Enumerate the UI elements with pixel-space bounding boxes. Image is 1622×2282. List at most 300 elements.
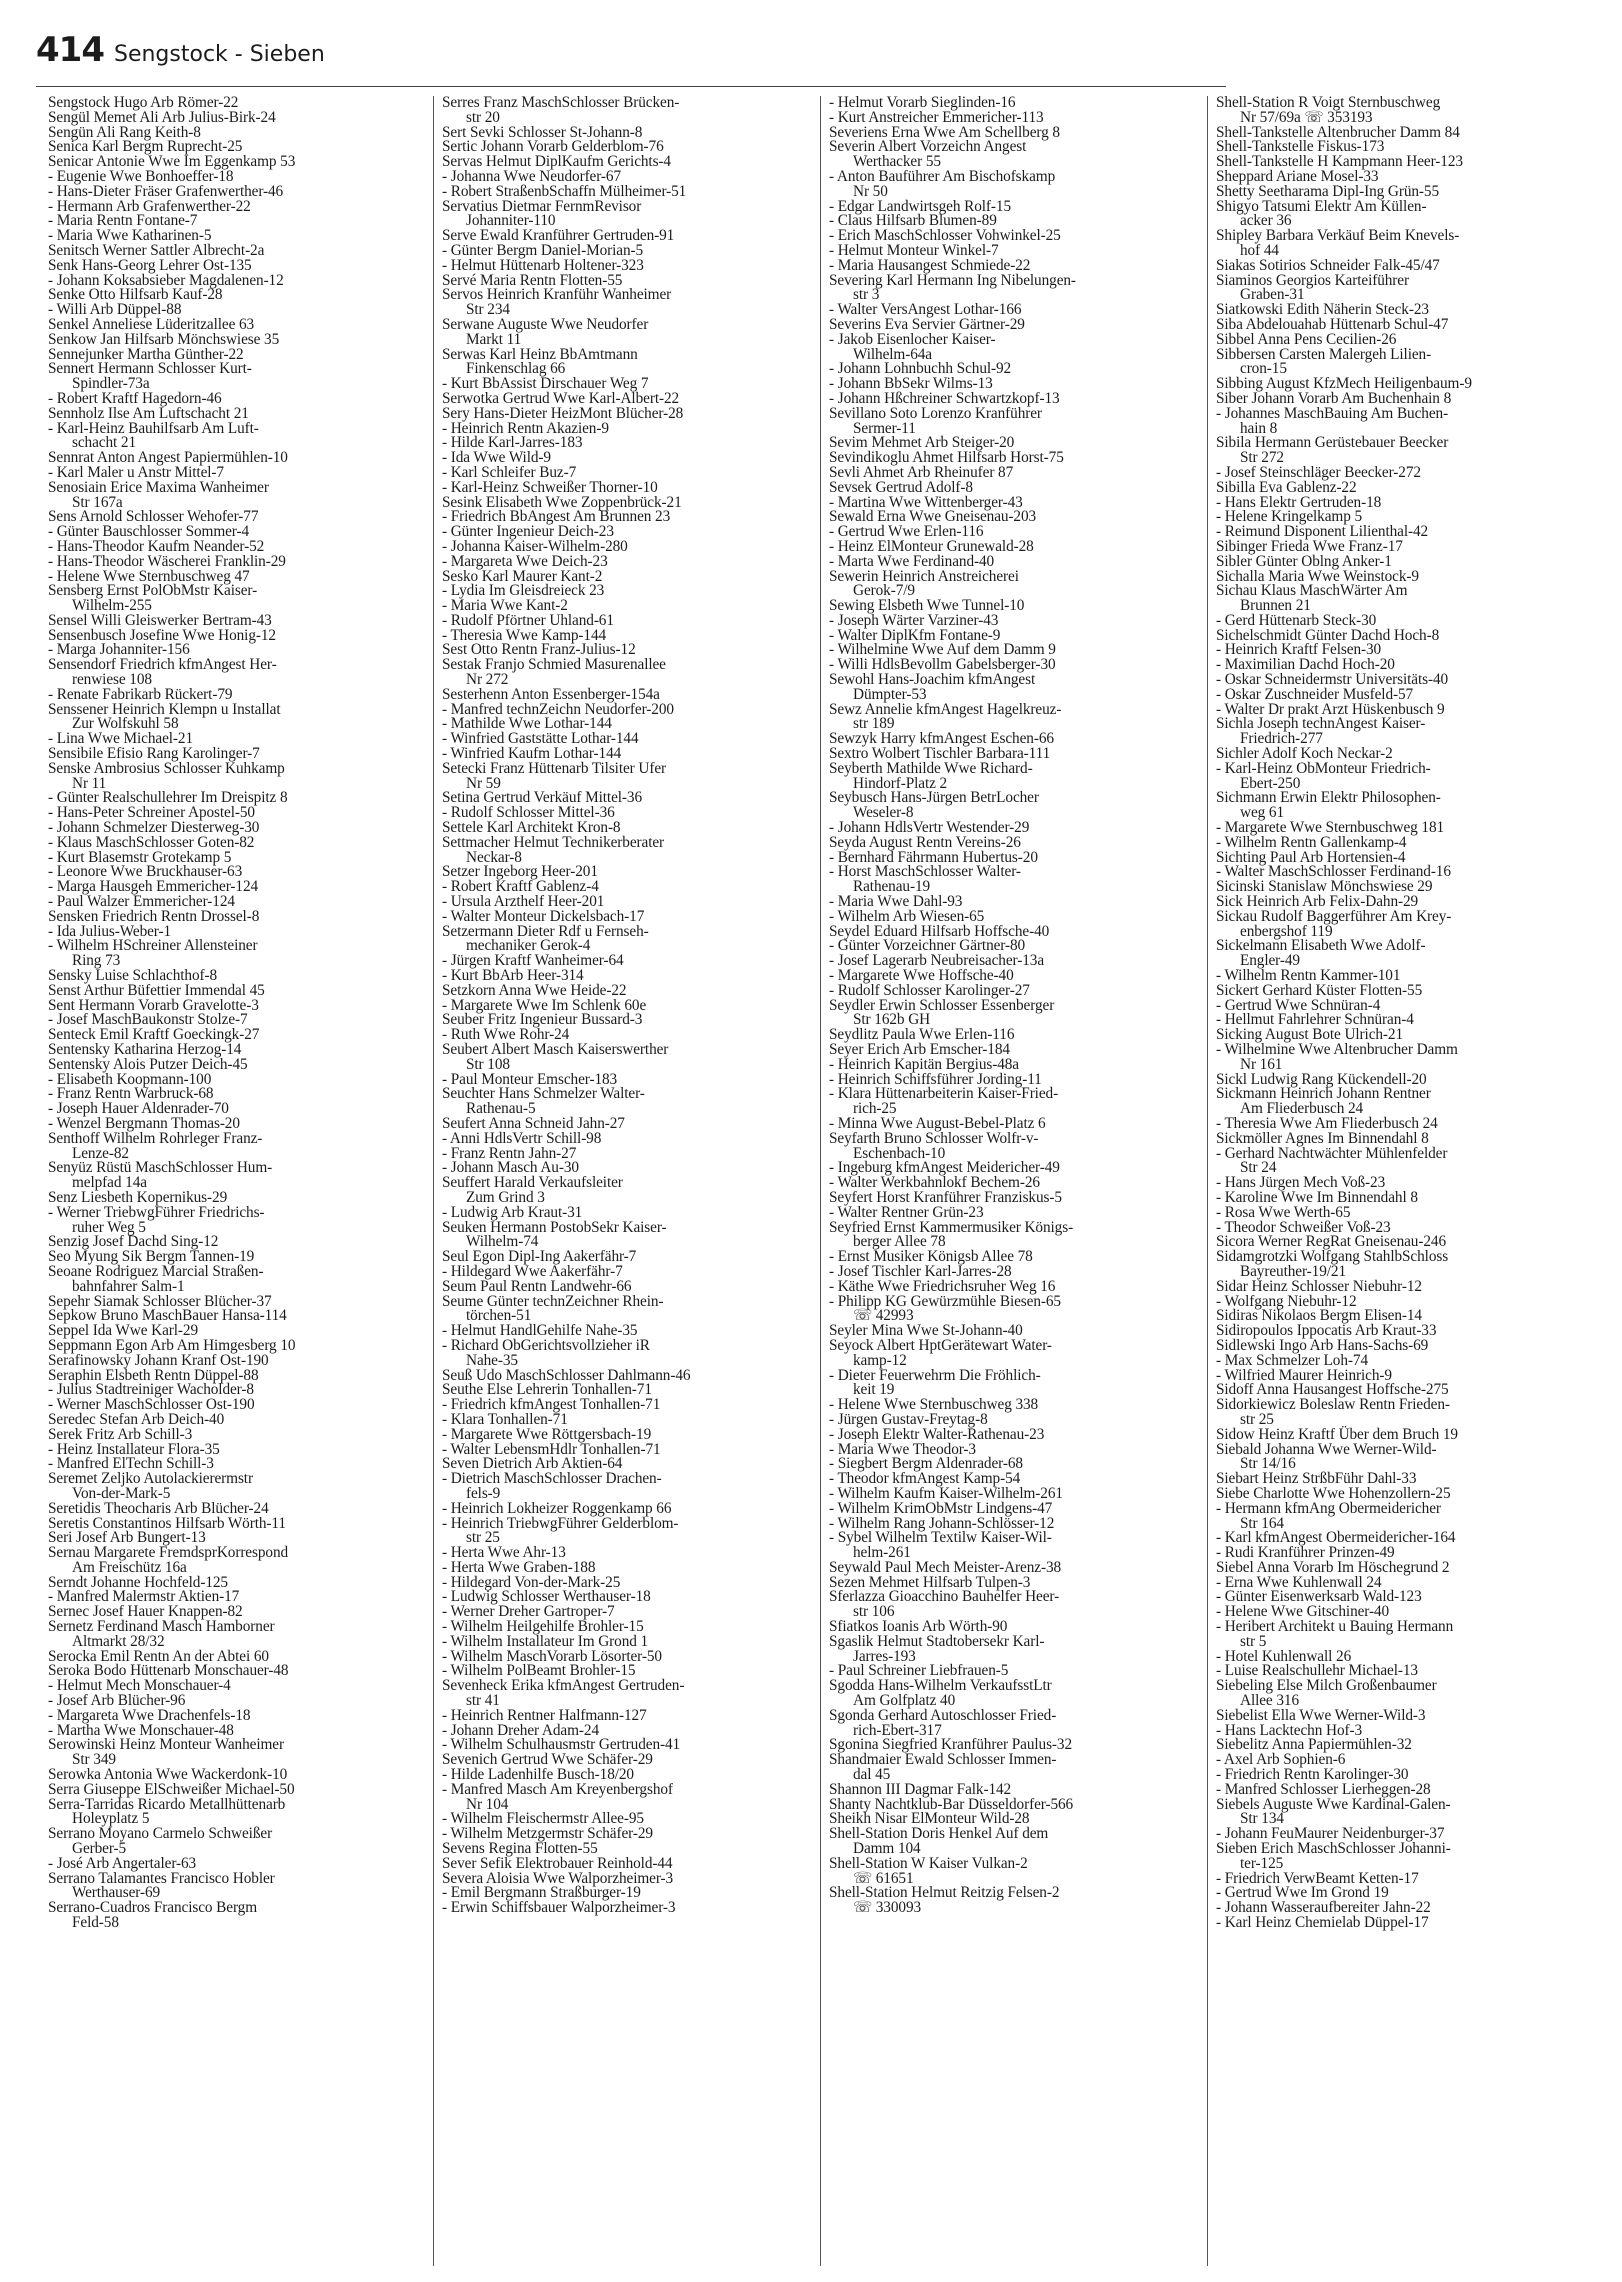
directory-entry: - Wilhelm Metzgermstr Schäfer-29 — [442, 1825, 653, 1843]
directory-entry: - Helene Wwe Gitschiner-40 — [1216, 1603, 1390, 1621]
directory-entry: Sickmann Heinrich Johann Rentner — [1216, 1085, 1431, 1103]
directory-entry: - Wilhelm Schulhausmstr Gertruden-41 — [442, 1736, 681, 1754]
directory-entry: Sicinski Stanislaw Mönchswiese 29 — [1216, 878, 1433, 896]
directory-entry-continuation: Str 272 — [1240, 449, 1284, 467]
directory-entry: - Robert Kraftf Gablenz-4 — [442, 878, 599, 896]
directory-entry-continuation: ter-125 — [1240, 1854, 1284, 1872]
directory-entry: Sichler Adolf Koch Neckar-2 — [1216, 745, 1393, 763]
directory-entry: Sfiatkos Ioanis Arb Wörth-90 — [829, 1618, 1008, 1636]
directory-entry: Sengstock Hugo Arb Römer-22 — [48, 96, 239, 111]
directory-entry: - Johann Lohnbuchh Schul-92 — [829, 360, 1012, 378]
directory-entry: Seyfarth Bruno Schlosser Wolfr-v- — [829, 1129, 1039, 1147]
directory-entry: - Hermann Arb Grafenwerther-22 — [48, 197, 251, 215]
directory-entry: Shanty Nachtklub-Bar Düsseldorfer-566 — [829, 1795, 1074, 1813]
directory-entry: Sidamgrotzki Wolfgang StahlbSchloss — [1216, 1248, 1449, 1266]
directory-entry-continuation: melpfad 14a — [72, 1174, 147, 1192]
directory-entry: - Theresia Wwe Kamp-144 — [442, 626, 607, 644]
directory-entry: Sevindikoglu Ahmet Hilfsarb Horst-75 — [829, 449, 1064, 467]
directory-entry: Setzkorn Anna Wwe Heide-22 — [442, 981, 627, 999]
directory-entry: Serowka Antonia Wwe Wackerdonk-10 — [48, 1766, 288, 1784]
running-head: Sengstock - Sieben — [113, 42, 325, 67]
directory-entry-continuation: helm-261 — [853, 1544, 911, 1562]
directory-entry: Sewohl Hans-Joachim kfmAngest — [829, 671, 1036, 689]
directory-entry: - Robert StraßenbSchaffn Mülheimer-51 — [442, 182, 687, 200]
directory-entry: - Helmut Mech Monschauer-4 — [48, 1677, 231, 1695]
directory-entry: Seretis Constantinos Hilfsarb Wörth-11 — [48, 1514, 286, 1532]
directory-entry: - Helmut HandlGehilfe Nahe-35 — [442, 1322, 638, 1340]
directory-entry: - Wilhelm Kaufm Kaiser-Wilhelm-261 — [829, 1484, 1063, 1502]
directory-entry-continuation: Ring 73 — [72, 952, 121, 970]
directory-entry: - Johann Masch Au-30 — [442, 1159, 579, 1177]
directory-entry: - Maria Wwe Katharinen-5 — [48, 227, 212, 245]
directory-entry-continuation: Dümpter-53 — [853, 685, 927, 703]
directory-entry: Sieben Erich MaschSchlosser Johanni- — [1216, 1840, 1451, 1858]
directory-entry-continuation: Nr 104 — [466, 1795, 509, 1813]
directory-entry: Siber Johann Vorarb Am Buchenhain 8 — [1216, 389, 1452, 407]
directory-entry: Seuken Hermann PostobSekr Kaiser- — [442, 1218, 667, 1236]
directory-entry: - Margareta Wwe Drachenfels-18 — [48, 1706, 251, 1724]
directory-entry: Seri Josef Arb Bungert-13 — [48, 1529, 206, 1547]
column-4 — [1207, 96, 1594, 2266]
directory-entry: Sernec Josef Hauer Knappen-82 — [48, 1603, 243, 1621]
directory-entry: Sickl Ludwig Rang Kückendell-20 — [1216, 1070, 1427, 1088]
directory-entry-continuation: Nr 161 — [1240, 1055, 1283, 1073]
directory-entry: Seven Dietrich Arb Aktien-64 — [442, 1455, 623, 1473]
directory-entry: Sextro Wolbert Tischler Barbara-111 — [829, 745, 1051, 763]
directory-entry: Seraphin Elsbeth Rentn Düppel-88 — [48, 1366, 259, 1384]
directory-entry: - Günter Eisenwerksarb Wald-123 — [1216, 1588, 1422, 1606]
directory-entry: - Gertrud Wwe Erlen-116 — [829, 523, 984, 541]
directory-entry: Sensberg Ernst PolObMstr Kaiser- — [48, 582, 258, 600]
directory-entry: Sent Hermann Vorarb Gravelotte-3 — [48, 996, 259, 1014]
directory-entry: Severiens Erna Wwe Am Schellberg 8 — [829, 123, 1060, 141]
directory-entry: Sevli Ahmet Arb Rheinufer 87 — [829, 463, 1014, 481]
directory-entry-continuation: Str 164 — [1240, 1514, 1284, 1532]
directory-entry: Sevillano Soto Lorenzo Kranführer — [829, 404, 1042, 422]
directory-entry: Shell-Station Doris Henkel Auf dem — [829, 1825, 1049, 1843]
directory-entry: Sery Hans-Dieter HeizMont Blücher-28 — [442, 404, 684, 422]
directory-entry: - Wilhelm Rentn Gallenkamp-4 — [1216, 833, 1407, 851]
directory-entry: Seydlitz Paula Wwe Erlen-116 — [829, 1026, 1015, 1044]
directory-entry: - Richard ObGerichtsvollzieher iR — [442, 1336, 650, 1354]
directory-entry: Sibila Hermann Gerüstebauer Beecker — [1216, 434, 1449, 452]
directory-entry-continuation: acker 36 — [1240, 212, 1292, 230]
directory-entry: - Johann Hßchreiner Schwartzkopf-13 — [829, 389, 1060, 407]
directory-entry: - Erwin Schiffsbauer Walporzheimer-3 — [442, 1899, 676, 1917]
directory-entry: - Wilhelm HSchreiner Allensteiner — [48, 937, 258, 955]
directory-entry: Senz Liesbeth Kopernikus-29 — [48, 1188, 228, 1206]
directory-entry: - Philipp KG Gewürzmühle Biesen-65 — [829, 1292, 1061, 1310]
directory-entry: Sest Otto Rentn Franz-Julius-12 — [442, 641, 636, 659]
directory-entry: - Ludwig Schlosser Werthauser-18 — [442, 1588, 651, 1606]
directory-entry-continuation: Graben-31 — [1240, 286, 1305, 304]
directory-entry-continuation: str 189 — [853, 715, 895, 733]
directory-entry: - Karl Heinz Chemielab Düppel-17 — [1216, 1914, 1429, 1932]
directory-entry: - Jürgen Kraftf Wanheimer-64 — [442, 952, 624, 970]
directory-entry: - Karl-Heinz Bauhilfsarb Am Luft- — [48, 419, 259, 437]
directory-entry: Sicora Werner RegRat Gneisenau-246 — [1216, 1233, 1446, 1251]
directory-entry: - Jürgen Gustav-Freytag-8 — [829, 1410, 988, 1428]
directory-entry: - Ernst Musiker Königsb Allee 78 — [829, 1248, 1033, 1266]
directory-entry: - Günter Realschullehrer Im Dreispitz 8 — [48, 789, 288, 807]
directory-entry: Seyfried Ernst Kammermusiker Königs- — [829, 1218, 1074, 1236]
directory-entry: Shetty Seetharama Dipl-Ing Grün-55 — [1216, 182, 1440, 200]
directory-entry: - Walter LebensmHdlr Tonhallen-71 — [442, 1440, 661, 1458]
header-rule — [36, 86, 1226, 87]
directory-entry: - Ruth Wwe Rohr-24 — [442, 1026, 570, 1044]
directory-entry: - Luise Realschullehr Michael-13 — [1216, 1662, 1418, 1680]
directory-entry: - Minna Wwe August-Bebel-Platz 6 — [829, 1114, 1046, 1132]
directory-entry: Sesink Elisabeth Wwe Zoppenbrück-21 — [442, 493, 682, 511]
directory-entry-continuation: Werthacker 55 — [853, 153, 941, 171]
directory-entry: Sernetz Ferdinand Masch Hamborner — [48, 1618, 275, 1636]
directory-entry: - Paul Monteur Emscher-183 — [442, 1070, 618, 1088]
directory-entry-continuation: Zur Wolfskuhl 58 — [72, 715, 179, 733]
directory-entry: - Hermann kfmAng Obermeidericher — [1216, 1499, 1441, 1517]
directory-entry: - Theresia Wwe Am Fliederbusch 24 — [1216, 1114, 1438, 1132]
directory-entry: - Johann Schmelzer Diesterweg-30 — [48, 819, 260, 837]
directory-entry: Siatkowski Edith Näherin Steck-23 — [1216, 301, 1429, 319]
directory-entry-continuation: hain 8 — [1240, 419, 1278, 437]
directory-entry: - Claus Hilfsarb Blumen-89 — [829, 212, 997, 230]
directory-entry: Sibler Günter Oblng Anker-1 — [1216, 552, 1392, 570]
directory-entry: Sensky Luise Schlachthof-8 — [48, 967, 218, 985]
directory-entry: - Rudi Kranführer Prinzen-49 — [1216, 1544, 1395, 1562]
directory-entry: - Josef Steinschläger Beecker-272 — [1216, 463, 1421, 481]
directory-entry: Serve Ewald Kranführer Gertruden-91 — [442, 227, 675, 245]
directory-entry: Sichla Joseph technAngest Kaiser- — [1216, 715, 1426, 733]
directory-entry: Setecki Franz Hüttenarb Tilsiter Ufer — [442, 759, 667, 777]
directory-entry: - Karl-Heinz ObMonteur Friedrich- — [1216, 759, 1431, 777]
directory-entry: - Wolfgang Niebuhr-12 — [1216, 1292, 1357, 1310]
directory-entry: - Helene Wwe Sternbuschweg 47 — [48, 567, 250, 585]
directory-entry-continuation: Gerber-5 — [72, 1840, 127, 1858]
directory-entry: Sevens Regina Flotten-55 — [442, 1840, 598, 1858]
column-2 — [433, 96, 820, 2266]
directory-entry: - Hildegard Wwe Aakerfähr-7 — [442, 1262, 623, 1280]
directory-entry: Sezen Mehmet Hilfsarb Tulpen-3 — [829, 1573, 1031, 1591]
directory-entry: Sengül Memet Ali Arb Julius-Birk-24 — [48, 108, 276, 126]
directory-entry: - Wilhelm Installateur Im Grond 1 — [442, 1632, 649, 1650]
directory-entry: Sidiropoulos Ippocatis Arb Kraut-33 — [1216, 1322, 1437, 1340]
directory-entry: Sever Sefik Elektrobauer Reinhold-44 — [442, 1854, 673, 1872]
directory-entry: Serafinowsky Johann Kranf Ost-190 — [48, 1351, 269, 1369]
directory-entry: - Lina Wwe Michael-21 — [48, 730, 194, 748]
directory-entry: - Hotel Kuhlenwall 26 — [1216, 1647, 1352, 1665]
directory-entry-continuation: Str 24 — [1240, 1159, 1277, 1177]
directory-entry: Sestak Franjo Schmied Masurenallee — [442, 656, 666, 674]
directory-entry-continuation: Zum Grind 3 — [466, 1188, 545, 1206]
directory-entry: Sheppard Ariane Mosel-33 — [1216, 167, 1379, 185]
directory-entry: Sensibile Efisio Rang Karolinger-7 — [48, 745, 260, 763]
directory-entry: Sgonda Gerhard Autoschlosser Fried- — [829, 1706, 1057, 1724]
directory-entry: Siebart Heinz StrßbFühr Dahl-33 — [1216, 1470, 1417, 1488]
directory-entry: - Manfred ElTechn Schill-3 — [48, 1455, 214, 1473]
directory-entry: - Heinrich Kapitän Bergius-48a — [829, 1055, 1019, 1073]
directory-entry: Sengün Ali Rang Keith-8 — [48, 123, 201, 141]
directory-entry: Seuchter Hans Schmelzer Walter- — [442, 1085, 645, 1103]
directory-entry-continuation: str 20 — [466, 108, 500, 126]
directory-entry: Shell-Station R Voigt Sternbuschweg — [1216, 96, 1441, 111]
directory-entry: - Horst MaschSchlosser Walter- — [829, 863, 1021, 881]
directory-entry: Serrano Talamantes Francisco Hobler — [48, 1869, 275, 1887]
directory-entry: Sicking August Bote Ulrich-21 — [1216, 1026, 1404, 1044]
directory-entry: - Hans-Theodor Kaufm Neander-52 — [48, 537, 265, 555]
directory-entry: Serra Giuseppe ElSchweißer Michael-50 — [48, 1780, 295, 1798]
directory-entry: - Gerd Hüttenarb Steck-30 — [1216, 611, 1377, 629]
directory-entry: - Wilhelm PolBeamt Brohler-15 — [442, 1662, 636, 1680]
directory-entry-continuation: berger Allee 78 — [853, 1233, 946, 1251]
directory-entry: - Dietrich MaschSchlosser Drachen- — [442, 1470, 662, 1488]
directory-entry: - Manfred Masch Am Kreyenbergshof — [442, 1780, 673, 1798]
directory-entry: - Heinrich Lokheizer Roggenkamp 66 — [442, 1499, 672, 1517]
directory-entry: Sesko Karl Maurer Kant-2 — [442, 567, 603, 585]
directory-entry-continuation: Wilhelm-255 — [72, 597, 152, 615]
directory-entry: - Hans Lacktechn Hof-3 — [1216, 1721, 1363, 1739]
directory-entry: Sidorkiewicz Boleslaw Rentn Frieden- — [1216, 1396, 1450, 1414]
directory-entry: Senica Karl Bergm Ruprecht-25 — [48, 138, 243, 156]
directory-entry: - Helmut Hüttenarb Holtener-323 — [442, 256, 644, 274]
directory-entry: Seume Günter technZeichner Rhein- — [442, 1292, 664, 1310]
directory-entry: - Günter Bergm Daniel-Morian-5 — [442, 241, 644, 259]
directory-entry-continuation: Holeyplatz 5 — [72, 1810, 150, 1828]
directory-entry: - Werner MaschSchlosser Ost-190 — [48, 1396, 255, 1414]
directory-entry-continuation: str 25 — [466, 1529, 500, 1547]
directory-entry: Seul Egon Dipl-Ing Aakerfähr-7 — [442, 1248, 637, 1266]
directory-entry: - Erna Wwe Kuhlenwall 24 — [1216, 1573, 1382, 1591]
directory-entry-continuation: Ebert-250 — [1240, 774, 1301, 792]
directory-entry: Sidoff Anna Hausangest Hoffsche-275 — [1216, 1381, 1449, 1399]
directory-entry: - Friedrich BbAngest Am Brunnen 23 — [442, 508, 671, 526]
directory-entry-continuation: Altmarkt 28/32 — [72, 1632, 165, 1650]
directory-entry: Siebe Charlotte Wwe Hohenzollern-25 — [1216, 1484, 1451, 1502]
directory-entry: - Ingeburg kfmAngest Meidericher-49 — [829, 1159, 1060, 1177]
directory-entry: - Rudolf Schlosser Mittel-36 — [442, 804, 615, 822]
directory-entry: Seyda August Rentn Vereins-26 — [829, 833, 1021, 851]
directory-entry: Senssener Heinrich Klempn u Installat — [48, 700, 281, 718]
directory-entry: Sennert Hermann Schlosser Kurt- — [48, 360, 252, 378]
directory-entry: - Margarete Wwe Sternbuschweg 181 — [1216, 819, 1445, 837]
directory-entry: - Willi Arb Düppel-88 — [48, 301, 182, 319]
directory-entry: - Manfred technZeichn Neudorfer-200 — [442, 700, 674, 718]
directory-entry-continuation: ruher Weg 5 — [72, 1218, 146, 1236]
directory-entry-continuation: Brunnen 21 — [1240, 597, 1311, 615]
directory-entry: - Walter VersAngest Lothar-166 — [829, 301, 1022, 319]
directory-entry: - Franz Rentn Jahn-27 — [442, 1144, 577, 1162]
directory-entry-continuation: Hindorf-Platz 2 — [853, 774, 948, 792]
directory-entry: Shandmaier Ewald Schlosser Immen- — [829, 1751, 1057, 1769]
page-header — [36, 30, 325, 70]
directory-entry: Sevim Mehmet Arb Steiger-20 — [829, 434, 1015, 452]
directory-entry: Senkow Jan Hilfsarb Mönchswiese 35 — [48, 330, 280, 348]
directory-entry: - Hilde Karl-Jarres-183 — [442, 434, 583, 452]
directory-entry-continuation: Neckar-8 — [466, 848, 522, 866]
directory-entry: Siakas Sotirios Schneider Falk-45/47 — [1216, 256, 1440, 274]
directory-entry: Seum Paul Rentn Landwehr-66 — [442, 1277, 632, 1295]
directory-entry-continuation: Nahe-35 — [466, 1351, 518, 1369]
directory-entry: - Martina Wwe Wittenberger-43 — [829, 493, 1023, 511]
directory-entry: Seyler Mina Wwe St-Johann-40 — [829, 1322, 1023, 1340]
directory-entry: Seremet Zeljko Autolackierermstr — [48, 1470, 253, 1488]
directory-entry: Sentensky Katharina Herzog-14 — [48, 1041, 242, 1058]
directory-entry: - Werner TriebwgFührer Friedrichs- — [48, 1203, 265, 1221]
directory-entry: Seoane Rodriguez Marcial Straßen- — [48, 1262, 264, 1280]
directory-entry: Seppmann Egon Arb Am Himgesberg 10 — [48, 1336, 296, 1354]
directory-entry: - Wilfried Maurer Heinrich-9 — [1216, 1366, 1392, 1384]
directory-entry: Siba Abdelouahab Hüttenarb Schul-47 — [1216, 315, 1449, 333]
directory-entry: - Paul Walzer Emmericher-124 — [48, 893, 235, 911]
directory-entry: Sewald Erna Wwe Gneisenau-203 — [829, 508, 1037, 526]
directory-entry: - Kurt Anstreicher Emmericher-113 — [829, 108, 1044, 126]
directory-entry: Sheikh Nisar ElMonteur Wild-28 — [829, 1810, 1030, 1828]
directory-entry: Sensendorf Friedrich kfmAngest Her- — [48, 656, 277, 674]
directory-entry: Sichting Paul Arb Hortensien-4 — [1216, 848, 1406, 866]
directory-entry: - Wilhelm Arb Wiesen-65 — [829, 907, 985, 925]
directory-entry: Sevsek Gertrud Adolf-8 — [829, 478, 973, 496]
directory-entry: - Herta Wwe Ahr-13 — [442, 1544, 566, 1562]
directory-entry-continuation: Str 162b GH — [853, 1011, 931, 1029]
directory-entry: Sick Heinrich Arb Felix-Dahn-29 — [1216, 893, 1419, 911]
directory-entry: Serrano Moyano Carmelo Schweißer — [48, 1825, 273, 1843]
directory-entry-continuation: Am Fliederbusch 24 — [1240, 1100, 1364, 1118]
directory-entry: - Gertrud Wwe Im Grond 19 — [1216, 1884, 1389, 1902]
directory-entry: - Friedrich VerwBeamt Ketten-17 — [1216, 1869, 1419, 1887]
directory-entry: Sickmöller Agnes Im Binnendahl 8 — [1216, 1129, 1429, 1147]
directory-entry: - Karl Maler u Anstr Mittel-7 — [48, 463, 224, 481]
directory-entry: - Margarete Wwe Im Schlenk 60e — [442, 996, 647, 1014]
directory-entry: - Johann FeuMaurer Neidenburger-37 — [1216, 1825, 1445, 1843]
directory-entry-continuation: Allee 316 — [1240, 1692, 1299, 1710]
directory-entry: - Walter MaschSchlosser Ferdinand-16 — [1216, 863, 1451, 881]
directory-entry: - Joseph Hauer Aldenrader-70 — [48, 1100, 229, 1118]
directory-entry: Seubert Albert Masch Kaiserswerther — [442, 1041, 669, 1058]
directory-entry-continuation: Spindler-73a — [72, 375, 150, 393]
directory-entry: - Joseph Elektr Walter-Rathenau-23 — [829, 1425, 1045, 1443]
directory-entry: Sibilla Eva Gablenz-22 — [1216, 478, 1357, 496]
directory-entry: Sevenheck Erika kfmAngest Gertruden- — [442, 1677, 685, 1695]
directory-entry: - Wilhelm Fleischermstr Allee-95 — [442, 1810, 644, 1828]
directory-entry: Shell-Tankstelle H Kampmann Heer-123 — [1216, 153, 1463, 171]
directory-entry: - Karoline Wwe Im Binnendahl 8 — [1216, 1188, 1418, 1206]
directory-entry-continuation: Damm 104 — [853, 1840, 921, 1858]
directory-entry-continuation: dal 45 — [853, 1766, 891, 1784]
directory-entry: - Winfried Kaufm Lothar-144 — [442, 745, 622, 763]
directory-entry-continuation: kamp-12 — [853, 1351, 907, 1369]
directory-entry: - Julius Stadtreiniger Wacholder-8 — [48, 1381, 254, 1399]
directory-entry: - Wenzel Bergmann Thomas-20 — [48, 1114, 240, 1132]
directory-entry: - Martha Wwe Monschauer-48 — [48, 1721, 234, 1739]
directory-entry: Siebels Auguste Wwe Kardinal-Galen- — [1216, 1795, 1451, 1813]
directory-entry: Seyfert Horst Kranführer Franziskus-5 — [829, 1188, 1062, 1206]
directory-entry: - Rosa Wwe Werth-65 — [1216, 1203, 1351, 1221]
directory-entry: - Wilhelm Rentn Kammer-101 — [1216, 967, 1401, 985]
directory-entry: Seredec Stefan Arb Deich-40 — [48, 1410, 225, 1428]
directory-entry: - Ida Julius-Weber-1 — [48, 922, 172, 940]
directory-entry-continuation: bahnfahrer Salm-1 — [72, 1277, 185, 1295]
directory-entry: Seyer Erich Arb Emscher-184 — [829, 1041, 1010, 1058]
directory-entry-continuation: Markt 11 — [466, 330, 522, 348]
directory-entry: - Maria Hausangest Schmiede-22 — [829, 256, 1031, 274]
directory-entry: - Klara Tonhallen-71 — [442, 1410, 568, 1428]
directory-entry: Senteck Emil Kraftf Goeckingk-27 — [48, 1026, 260, 1044]
directory-entry: Sgodda Hans-Wilhelm VerkaufsstLtr — [829, 1677, 1052, 1695]
directory-entry: Servé Maria Rentn Flotten-55 — [442, 271, 623, 289]
directory-entry-continuation: Engler-49 — [1240, 952, 1300, 970]
directory-entry: - Walter DiplKfm Fontane-9 — [829, 626, 1001, 644]
directory-entry-continuation: Johanniter-110 — [466, 212, 556, 230]
directory-entry: - Oskar Zuschneider Musfeld-57 — [1216, 685, 1414, 703]
directory-entry: - Ludwig Arb Kraut-31 — [442, 1203, 583, 1221]
directory-entry: Seyberth Mathilde Wwe Richard- — [829, 759, 1033, 777]
directory-entry: - Robert Kraftf Hagedorn-46 — [48, 389, 222, 407]
directory-columns — [46, 96, 1594, 2266]
directory-entry: Sewzyk Harry kfmAngest Eschen-66 — [829, 730, 1054, 748]
directory-entry: - Heinrich TriebwgFührer Gelderblom- — [442, 1514, 679, 1532]
directory-entry-continuation: Str 234 — [466, 301, 510, 319]
directory-entry-continuation: str 5 — [1240, 1632, 1267, 1650]
directory-entry: Sennejunker Martha Günther-22 — [48, 345, 244, 363]
directory-entry: - Karl Schleifer Buz-7 — [442, 463, 577, 481]
directory-entry-continuation: Am Freischütz 16a — [72, 1558, 187, 1576]
directory-entry: Shipley Barbara Verkäuf Beim Knevels- — [1216, 227, 1460, 245]
directory-entry: - Siegbert Bergm Aldenrader-68 — [829, 1455, 1023, 1473]
directory-entry: - Manfred Malermstr Aktien-17 — [48, 1588, 240, 1606]
directory-entry: - Werner Dreher Gartroper-7 — [442, 1603, 615, 1621]
directory-entry: Senyüz Rüstü MaschSchlosser Hum- — [48, 1159, 273, 1177]
directory-entry: - Wilhelm KrimObMstr Lindgens-47 — [829, 1499, 1053, 1517]
directory-entry: Senicar Antonie Wwe Im Eggenkamp 53 — [48, 153, 296, 171]
directory-entry: - Wilhelmine Wwe Auf dem Damm 9 — [829, 641, 1056, 659]
directory-entry: Sentensky Alois Putzer Deich-45 — [48, 1055, 248, 1073]
directory-entry: - Hans-Theodor Wäscherei Franklin-29 — [48, 552, 286, 570]
directory-entry: - Josef Arb Blücher-96 — [48, 1692, 186, 1710]
directory-entry: Serwotka Gertrud Wwe Karl-Albert-22 — [442, 389, 680, 407]
directory-entry: Siebeling Else Milch Großenbaumer — [1216, 1677, 1437, 1695]
directory-entry: - Marga Johanniter-156 — [48, 641, 190, 659]
directory-entry-continuation: Sermer-11 — [853, 419, 916, 437]
directory-entry: - Heinz Installateur Flora-35 — [48, 1440, 220, 1458]
directory-entry: Siebel Anna Vorarb Im Höschegrund 2 — [1216, 1558, 1450, 1576]
directory-entry: - Gertrud Wwe Schnüran-4 — [1216, 996, 1381, 1014]
directory-entry: - Walter Dr prakt Arzt Hüskenbusch 9 — [1216, 700, 1445, 718]
directory-entry: Sidlewski Ingo Arb Hans-Sachs-69 — [1216, 1336, 1429, 1354]
directory-entry-continuation: str 41 — [466, 1692, 500, 1710]
directory-entry: - Johann Wasseraufbereiter Jahn-22 — [1216, 1899, 1431, 1917]
directory-entry: - Ida Wwe Wild-9 — [442, 449, 551, 467]
directory-entry: - Ursula Arzthelf Heer-201 — [442, 893, 605, 911]
directory-entry-continuation: Eschenbach-10 — [853, 1144, 946, 1162]
directory-entry: Sichalla Maria Wwe Weinstock-9 — [1216, 567, 1419, 585]
directory-entry: - Bernhard Fährmann Hubertus-20 — [829, 848, 1038, 866]
directory-entry-continuation: cron-15 — [1240, 360, 1287, 378]
directory-entry-continuation: renwiese 108 — [72, 671, 152, 689]
directory-entry: - Rudolf Pförtner Uhland-61 — [442, 611, 614, 629]
directory-entry: - Maria Wwe Dahl-93 — [829, 893, 963, 911]
directory-entry: - Hans-Peter Schreiner Apostel-50 — [48, 804, 255, 822]
directory-entry: Sferlazza Gioacchino Bauhelfer Heer- — [829, 1588, 1060, 1606]
directory-entry: Shigyo Tatsumi Elektr Am Küllen- — [1216, 197, 1427, 215]
directory-entry: - Heinrich Rentner Halfmann-127 — [442, 1706, 647, 1724]
directory-entry: - Anton Bauführer Am Bischofskamp — [829, 167, 1056, 185]
directory-entry: - Sybel Wilhelm Textilw Kaiser-Wil- — [829, 1529, 1052, 1547]
directory-entry: - Mathilde Wwe Lothar-144 — [442, 715, 612, 733]
directory-entry: Setzermann Dieter Rdf u Fernseh- — [442, 922, 649, 940]
directory-entry: Sevenich Gertrud Wwe Schäfer-29 — [442, 1751, 653, 1769]
column-3 — [820, 96, 1207, 2266]
directory-entry: Serwas Karl Heinz BbAmtmann — [442, 345, 638, 363]
directory-entry: Senkel Anneliese Lüderitzallee 63 — [48, 315, 255, 333]
directory-entry: - Friedrich kfmAngest Tonhallen-71 — [442, 1396, 661, 1414]
